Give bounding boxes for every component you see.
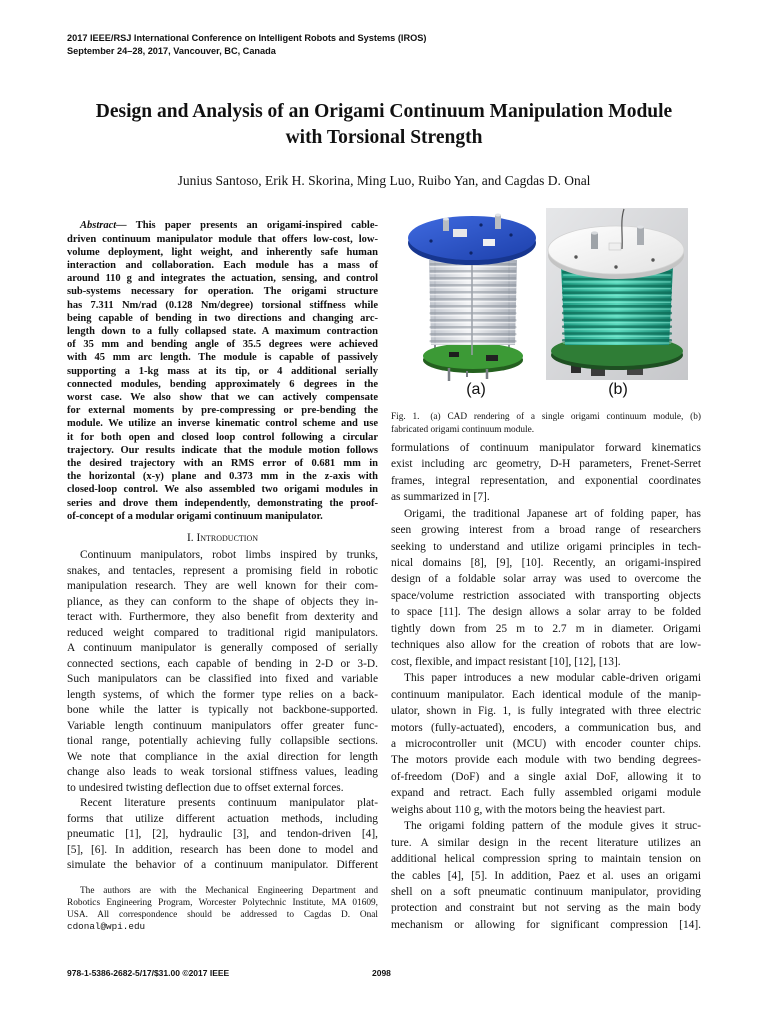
body-text-line: to undesired twisting deflection due to offset external forces. [67,781,344,794]
origami-fold-highlight [563,308,671,309]
author-list: Junius Santoso, Erik H. Skorina, Ming Luo, Ruibo Yan, and Cagdas D. Onal [177,173,591,188]
abstract-line: volume deployment, light weight, and inherently safe human [67,246,378,258]
body-text-line: This paper introduces a new modular cable-driven origami [404,672,701,685]
body-text-line: seen growing interest from a broad range of researchers [391,524,701,537]
origami-fold-band [430,326,517,328]
body-text-line: mechanism or allowing for significant compression [14]. [391,918,701,931]
abstract-line: worst case. We also show that we can actively compensate [67,392,378,404]
origami-fold-band [562,285,672,288]
body-text-line: snakes, and tentacles, represent a promising field in robotic [67,564,378,577]
body-text-line: length systems, of which the former type relies on a back- [67,688,378,701]
body-text-line: of-freedom (DoF) and a single axial DoF, allowing it to [391,770,701,783]
body-text-line: The origami folding pattern of the module gives it struc- [404,820,701,833]
conference-dates-location: September 24–28, 2017, Vancouver, BC, Canada [67,46,276,56]
mounting-hole [651,258,654,261]
footnote-line: Robotics Engineering Program, Worcester Polytechnic Institute, MA 01609, [67,898,378,908]
standoff-post-top [443,218,449,221]
footnote-email: cdonal@wpi.edu [67,921,146,932]
origami-fold-highlight [563,295,671,296]
origami-fold-highlight [430,308,517,309]
figure-label-b: (b) [608,381,628,398]
body-text-line: manipulation research. They are well known for their com- [67,580,378,593]
abstract-line: of 35 mm and bending angle of 35.5 degrees were achieved [67,339,378,351]
origami-fold-band [562,291,672,294]
paper-title-line: Design and Analysis of an Origami Continuum Manipulation Module [95,101,673,122]
body-text-line: Such manipulators can be classified into fixed and variable [67,673,378,686]
abstract-line: of-concept of a modular origami continuum manipulator. [67,510,323,522]
abstract-line: driven continuum manipulator module that offers low-cost, low- [67,233,378,245]
origami-fold-highlight [563,336,671,337]
origami-fold-highlight [563,342,671,343]
body-text-line: protection and constraint but not serving as the main body [391,902,701,915]
abstract-line: being capable of bending in two directions and changing arc- [67,312,378,324]
body-text-line: a microcontroller unit (MCU) with encoder counter chips. [391,737,701,750]
origami-fold-band [430,270,517,272]
standoff-post-top [495,214,501,217]
origami-fold-highlight [430,301,517,302]
caption-label: Fig. 1. [391,411,420,422]
caption-line-text: (a) CAD rendering of a single origami continuum module, (b) [430,411,701,422]
origami-fold-band [562,325,672,328]
author-footnote [67,885,378,933]
abstract-line: it for both open and closed loop control following a circular [67,431,378,443]
mounting-hole [429,239,432,242]
abstract-line: the horizontal (x-y) plane and 0.373 mm in the z-axis with [67,471,378,483]
body-text-line: tightly down from 25 m to 2.7 m in diameter. Origami [391,622,701,635]
body-text-line: frames, integral representation, and exponential coordinates [391,474,701,487]
standoff-post [637,227,644,245]
mounting-hole [574,255,577,258]
abstract-label: Abstract— [80,220,127,232]
pcb-chip [486,355,498,361]
origami-fold-band [430,284,517,286]
fabricated-module-photo [546,208,688,380]
body-text-line: continuum manipulator. Each identical module of the manip- [391,688,701,701]
origami-fold-highlight [430,343,517,344]
abstract-line: has 7.311 Nm/rad (0.128 Nm/degree) torsional stiffness while [67,299,378,311]
standoff-post [495,215,501,229]
body-text-line: exist including arc geometry, D-H parameters, Frenet-Serret [391,458,701,471]
body-text-line: forms that utilize different actuation methods, including [67,812,378,825]
electronic-component [483,239,495,246]
abstract-line [80,219,378,232]
standoff-post [443,219,449,231]
footnote-line: The authors are with the Mechanical Engineering Department and [80,886,378,896]
mounting-hole [469,251,472,254]
origami-fold-band [430,305,517,307]
caption-line: fabricated origami continuum module. [391,424,535,435]
paper-title [0,99,768,151]
mounting-hole [509,233,512,236]
abstract-line: for external moments by pre-compressing or pre-bending the [67,405,378,417]
origami-fold-band [430,277,517,279]
body-text-line: to space [11]. The design allows a solar array to be folded [391,606,701,619]
origami-fold-highlight [430,315,517,316]
abstract-line: series and drove them independently, demonstrating the proof- [67,497,378,509]
section-heading: I. Introduction [186,532,259,544]
body-text-line: teract with. Furthermore, they also benefit from dexterity and [67,611,378,624]
electronic-component [609,243,621,250]
body-text-line: nical domains [8], [9], [10]. Recently, an origami-inspired [391,556,701,569]
abstract-line: interaction and collaboration. Each module has a mass of [67,260,378,271]
origami-fold-band [430,319,517,321]
origami-fold-highlight [563,322,671,323]
origami-fold-band [430,333,517,335]
abstract-line-text: This paper presents an origami-inspired cable- [135,220,378,232]
origami-fold-band [562,305,672,308]
body-text-line: design of a foldable solar array was used to overcome the [391,573,701,586]
caption-line [391,411,701,424]
mounting-hole [479,223,482,226]
abstract-line: sub-systems necessary for operation. The origami structure [67,286,378,298]
body-text-line: We note that compliance in the axial direction for length [67,750,378,763]
origami-fold-highlight [430,322,517,323]
abstract [67,219,378,523]
figure-caption [391,411,701,437]
origami-fold-highlight [563,302,671,303]
origami-fold-highlight [430,266,517,267]
body-text-line: expand and retract. Each fully assembled origami module [391,787,701,800]
footer-isbn-copyright: 978-1-5386-2682-5/17/$31.00 ©2017 IEEE [67,968,230,978]
standoff-post-top [591,231,598,234]
body-text-line: bone while the latter is typically not backbone-supported. [67,704,378,717]
body-text-line: ture. A similar design in the recent literature utilizes an [391,836,701,849]
electronic-component [453,229,467,237]
body-text-line: pliance, as they can conform to the shape of objects they in- [67,595,378,608]
body-text-line: reduced weight compared to traditional rigid manipulators. [67,626,378,639]
body-text-line: Origami, the traditional Japanese art of folding paper, has [404,507,701,520]
mounting-hole [614,265,617,268]
body-text-line: the cables [4], [5]. In addition, Paez et al. uses an origami [391,869,701,882]
body-text-line: motors (fully-actuated), encoders, a communication bus, and [391,721,701,734]
figure-1-images [391,205,701,383]
page-number: 2098 [372,968,391,978]
origami-fold-highlight [430,280,517,281]
origami-fold-band [562,339,672,342]
body-text-line: space/volume restriction associated with transporting objects [391,589,701,602]
origami-fold-highlight [430,294,517,295]
abstract-line: closed-loop control. We also assembled two origami modules in [67,484,378,496]
body-text-line: simulate the behavior of a continuum manipulator. Different [67,859,378,872]
body-text-line: ulator, shown in Fig. 1, is fully integrated with three electric [391,705,701,718]
body-text-line: techniques also allow for the creation of robots that are low- [391,639,701,652]
abstract-line: with 45 mm arc length. The module is capable of passively [67,352,378,364]
pcb-base [423,343,523,369]
abstract-line: trajectory. Our results indicate that the module motion follows [67,444,378,456]
abstract-line: the desired trajectory with an RMS error of 0.681 mm in [67,458,378,470]
figure-label-a: (a) [466,381,486,398]
origami-fold-highlight [430,287,517,288]
body-text-line: A continuum manipulator is generally composed of serially [67,642,378,655]
body-text-line: The motors provide each module with two bending degrees- [391,754,701,767]
body-text-line: cost, flexible, and impact resistant [10], [12], [13]. [391,655,621,668]
body-text-line: Recent literature presents continuum manipulator plat- [80,797,378,810]
body-text-line: as summarized in [7]. [391,491,490,504]
conference-header [67,32,426,59]
origami-fold-band [430,312,517,314]
origami-stack [429,260,517,345]
abstract-line: connected modules, bending approximately 6 degrees in the [67,378,378,390]
abstract-line: module. We utilize an inverse kinematic control scheme and use [67,418,378,430]
origami-fold-band [430,291,517,293]
body-text-line: Continuum manipulators, robot limbs inspired by trunks, [80,549,378,562]
conference-name: 2017 IEEE/RSJ International Conference on Intelligent Robots and Systems (IROS) [67,32,427,43]
body-text-line: change also leads to weak torsional stiffness values, leading [67,766,378,779]
footnote-line: USA. All correspondence should be addressed to Cagdas D. Onal [67,910,378,920]
body-text-line: pneumatic [1], [2], hydraulic [3], and tendon-driven [4], [67,828,378,841]
origami-fold-highlight [563,329,671,330]
origami-fold-band [562,312,672,315]
origami-fold-bands [562,271,672,344]
origami-fold-band [562,298,672,301]
origami-fold-band [430,298,517,300]
abstract-line: length down to a fully collapsed state. A maximum contraction [67,326,378,338]
abstract-line: around 110 g and integrates the actuation, sensing, and control [67,273,378,285]
origami-fold-highlight [563,281,671,282]
right-column-text [391,440,701,934]
standoff-post-top [637,225,644,228]
origami-fold-highlight [430,329,517,330]
cad-rendering-image [408,214,536,382]
origami-fold-highlight [430,273,517,274]
pcb-chip [449,352,459,357]
standoff-post [591,233,598,249]
body-text-line: shell on a soft pneumatic continuum manipulator, providing [391,886,701,899]
body-text-line: seeking to understand and utilize origami principles in tech- [391,540,701,553]
origami-fold-band [430,340,517,342]
body-text-line: [5], [6]. In addition, research has been done to model and [67,843,378,856]
origami-fold-highlight [563,288,671,289]
origami-fold-highlight [430,336,517,337]
body-text-line: Variable length continuum manipulators offer greater func- [67,719,378,732]
body-text-line: formulations of continuum manipulator forward kinematics [391,441,701,454]
body-text-line: connected sections, each capable of bending in 2-D or 3-D. [67,657,378,670]
body-text-line: weighs about 110 g, with the motors being the heaviest part. [391,803,666,816]
body-text-line: additional helical compression spring to maintain tension on [391,853,701,866]
introduction-text [67,548,378,874]
origami-fold-highlight [563,315,671,316]
abstract-line: supporting a 1-kg mass at its tip, or 4 additional serially [67,365,378,377]
origami-fold-band [562,319,672,322]
origami-fold-band [562,332,672,335]
body-text-line: tional range, potentially achieving fully collapsible sections. [67,735,378,748]
paper-title-line: with Torsional Strength [285,127,483,148]
